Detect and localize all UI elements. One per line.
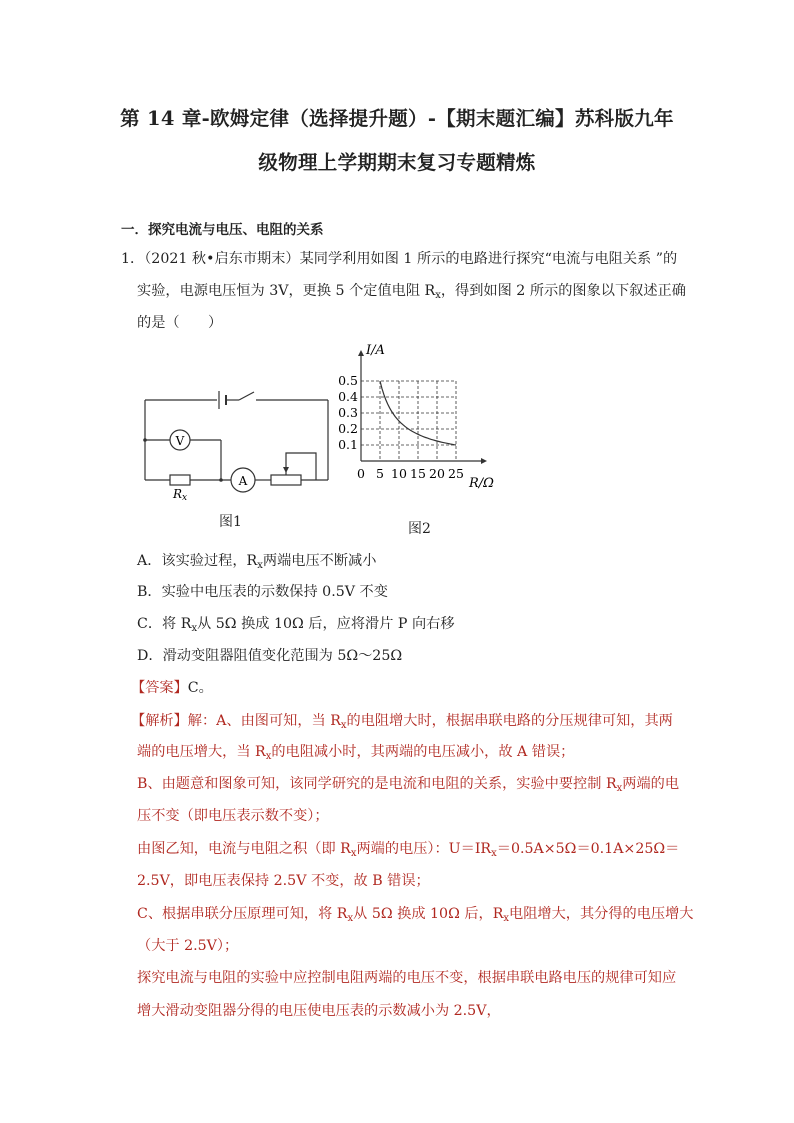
question-stem-line1 <box>121 248 677 268</box>
chart-y-tick-label: 0.1 <box>338 437 358 452</box>
chart-y-tick-label: 0.5 <box>338 373 358 388</box>
option-d: D．滑动变阻器阻值变化范围为 5Ω～25Ω <box>137 648 403 664</box>
question-stem-line2: 实验，电源电压恒为 3V，更换 5 个定值电阻 $R_x$，得到如图 2 所示的图象以下叙述正确 <box>137 283 686 301</box>
chart-x-tick-label: 15 <box>410 466 426 481</box>
document-title-line1: 第 14 章-欧姆定律（选择提升题）-【期末题汇编】苏科版九年 <box>120 107 674 130</box>
question-stem-text: （2021 秋•启东市期末）某同学利用如图 1 所示的电路进行探究“电流与电阻关系 ”的 <box>144 251 678 267</box>
chart-x-tick-label: 0 <box>357 466 365 481</box>
chart-x-axis-label: R/Ω <box>469 476 494 491</box>
switch-blade <box>239 392 254 400</box>
resistor-rx <box>170 475 190 485</box>
question-number: 1． <box>121 251 145 267</box>
analysis-line8: （大于 2.5V）； <box>137 938 239 954</box>
chart-x-tick-label: 20 <box>429 466 445 481</box>
chart-y-tick-label: 0.4 <box>338 389 358 404</box>
chart-y-axis-arrow <box>358 350 364 356</box>
current-resistance-chart-figure2 <box>333 340 503 500</box>
analysis-line7: C、根据串联分压原理可知，将 $R_x$从 5Ω 换成 10Ω 后，$R_x$电阻增大，其分得的电压增大 <box>137 906 694 924</box>
analysis-line5: 由图乙知，电流与电阻之积（即 $R_x$两端的电压）：$U=IR_x=0.5A\times 5\Omega=0.1A\times 25\Omega=$ <box>137 841 680 859</box>
analysis-line1: 【解析】解：A、由图可知，当 $R_x$的电阻增大时，根据串联电路的分压规律可知，其两 <box>131 713 673 731</box>
resistor-label: Rx <box>173 487 188 500</box>
analysis-line4: 压不变（即电压表示数不变）； <box>137 808 329 824</box>
chart-x-axis-arrow <box>481 458 487 464</box>
ammeter-label: A <box>238 474 248 488</box>
answer-tag: 【答案】 <box>131 680 188 696</box>
chart-x-tick-label: 10 <box>391 466 407 481</box>
option-b: B．实验中电压表的示数保持 0.5V 不变 <box>137 584 388 600</box>
rheostat <box>271 475 301 485</box>
chart-y-tick-label: 0.2 <box>338 421 358 436</box>
chart-axes <box>358 350 487 464</box>
voltmeter-label: V <box>175 434 185 448</box>
circuit-diagram-figure1 <box>135 385 335 500</box>
section-heading: 一．探究电流与电压、电阻的关系 <box>121 222 324 238</box>
chart-grid <box>361 381 456 461</box>
chart-y-tick-label: 0.3 <box>338 405 358 420</box>
analysis-line2: 端的电压增大，当 $R_x$的电阻减小时，其两端的电压减小，故 A 错误； <box>137 744 575 762</box>
analysis-line9: 探究电流与电阻的实验中应控制电阻两端的电压不变，根据串联电路电压的规律可知应 <box>137 970 677 986</box>
answer-line <box>131 677 213 697</box>
analysis-line10: 增大滑动变阻器分得的电压使电压表的示数减小为 2.5V， <box>137 1003 501 1019</box>
chart-x-tick-label: 5 <box>376 466 384 481</box>
document-title-line2: 级物理上学期期末复习专题精炼 <box>258 151 536 174</box>
chart-y-axis-label: I/A <box>366 343 385 358</box>
analysis-line6: 2.5V，即电压表保持 2.5V 不变，故 B 错误； <box>137 873 430 889</box>
figure1-caption: 图1 <box>219 514 242 530</box>
answer-value: C。 <box>187 680 213 696</box>
option-c: C．将 $R_x$从 5Ω 换成 10Ω 后，应将滑片 P 向右移 <box>137 616 455 634</box>
analysis-tag: 【解析】 <box>131 713 188 729</box>
figure2-caption: 图2 <box>408 521 431 537</box>
option-a: A．该实验过程，$R_x$两端电压不断减小 <box>137 553 377 571</box>
question-stem-line3: 的是（ ） <box>137 315 223 331</box>
analysis-line3: B、由题意和图象可知，该同学研究的是电流和电阻的关系，实验中要控制 $R_x$两端的电 <box>137 776 680 794</box>
chart-ticks <box>338 373 464 481</box>
rheostat-slider-arrow <box>283 467 289 473</box>
chart-x-tick-label: 25 <box>448 466 464 481</box>
